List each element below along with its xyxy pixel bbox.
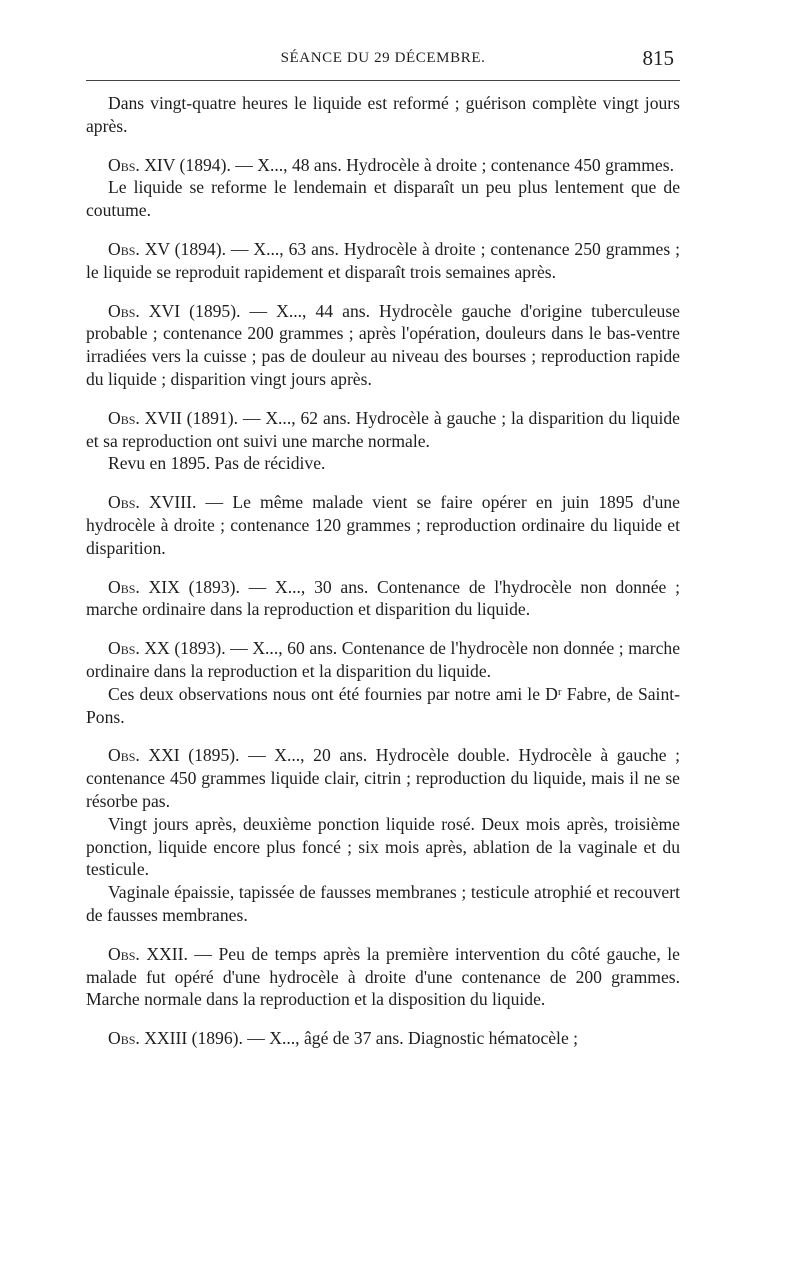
paragraph-text: Le liquide se reforme le lendemain et disparaît un peu plus lentement que de coutume. xyxy=(86,177,680,221)
paragraph-text: XVIII. — Le même malade vient se faire opérer en juin 1895 d'une hydrocèle à droite ; contenance 120 grammes ; reproduction ordinaire du liquide et disparition. xyxy=(86,492,680,558)
observation-label: Obs. xyxy=(108,943,140,964)
paragraph-text: XXIII (1896). — X..., âgé de 37 ans. Diagnostic hématocèle ; xyxy=(139,1028,579,1049)
observation-label: Obs. xyxy=(108,1028,140,1049)
paragraph-text: Vaginale épaissie, tapissée de fausses membranes ; testicule atrophié et recouvert de fausses membranes. xyxy=(86,882,680,925)
observation-label: Obs. xyxy=(108,407,140,428)
paragraph xyxy=(86,407,680,453)
running-head xyxy=(86,46,680,76)
paragraph xyxy=(86,491,680,559)
paragraph xyxy=(86,881,680,927)
paragraph-text: XIX (1893). — X..., 30 ans. Contenance de l'hydrocèle non donnée ; marche ordinaire dans la reproduction et disparition du liquide. xyxy=(86,576,680,620)
observation-label: Obs. xyxy=(108,745,140,766)
paragraph-text: Vingt jours après, deuxième ponction liquide rosé. Deux mois après, troisième ponction, liquide encore plus foncé ; six mois après, ablation de la vaginale et du testicule. xyxy=(86,813,680,880)
paragraph-text: XVII (1891). — X..., 62 ans. Hydrocèle à gauche ; la disparition du liquide et sa reproduction ont suivi une marche normale. xyxy=(86,407,680,451)
paragraph-text: Dans vingt-quatre heures le liquide est reformé ; guérison complète vingt jours après. xyxy=(86,93,680,136)
paragraph xyxy=(86,238,680,284)
paragraph xyxy=(86,576,680,622)
page-number: 815 xyxy=(642,46,674,70)
header-rule xyxy=(86,80,680,81)
running-head-title: SÉANCE DU 29 DÉCEMBRE. xyxy=(280,50,486,66)
observation-label: Obs. xyxy=(108,154,140,175)
paragraph xyxy=(86,154,680,177)
observation-label: Obs. xyxy=(108,576,140,597)
paragraph xyxy=(86,813,680,881)
observation-label: Obs. xyxy=(108,638,140,659)
paragraph xyxy=(86,452,680,475)
paragraph xyxy=(86,744,680,812)
observation-label: Obs. xyxy=(108,492,140,513)
paragraph xyxy=(86,683,680,729)
paragraph xyxy=(86,92,680,138)
paragraph xyxy=(86,943,680,1011)
observation-label: Obs. xyxy=(108,238,140,259)
paragraph xyxy=(86,300,680,391)
paragraph-text: XX (1893). — X..., 60 ans. Contenance de l'hydrocèle non donnée ; marche ordinaire dans la reproduction et la disparition du liquide. xyxy=(86,638,680,681)
paragraph-text: XV (1894). — X..., 63 ans. Hydrocèle à droite ; contenance 250 grammes ; le liquide se reproduit rapidement et disparaît trois semaines après. xyxy=(86,238,680,282)
paragraph-text: Ces deux observations nous ont été fournies par notre ami le Dʳ Fabre, de Saint-Pons. xyxy=(86,683,680,727)
body-text xyxy=(86,92,680,1050)
paragraph-text: Revu en 1895. Pas de récidive. xyxy=(108,453,326,474)
observation-label: Obs. xyxy=(108,300,140,321)
paragraph-text: XXII. — Peu de temps après la première intervention du côté gauche, le malade fut opéré d'une hydrocèle à droite d'une contenance de 200 grammes. Marche normale dans la reproduction et la disposition du liquide. xyxy=(86,943,680,1010)
paragraph-text: XIV (1894). — X..., 48 ans. Hydrocèle à droite ; contenance 450 grammes. xyxy=(139,154,674,175)
paragraph xyxy=(86,1027,680,1050)
paragraph xyxy=(86,176,680,222)
paragraph-text: XXI (1895). — X..., 20 ans. Hydrocèle double. Hydrocèle à gauche ; contenance 450 grammes liquide clair, citrin ; reproduction du liquide, mais il ne se résorbe pas. xyxy=(86,745,680,811)
paragraph xyxy=(86,637,680,683)
paragraph-text: XVI (1895). — X..., 44 ans. Hydrocèle gauche d'origine tuberculeuse probable ; contenance 200 grammes ; après l'opération, douleurs dans le bas-ventre irradiées vers la cuisse ; pas de douleur au niveau des bourses ; reproduction rapide du liquide ; disparition vingt jours après. xyxy=(86,300,680,389)
